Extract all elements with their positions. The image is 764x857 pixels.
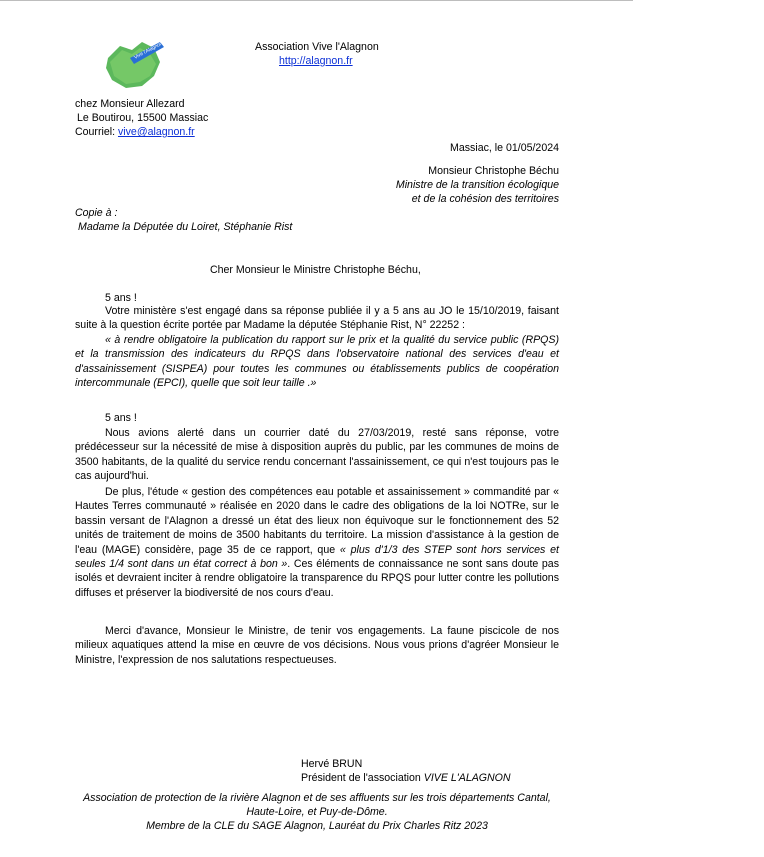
paragraph-1-heading: 5 ans ! (105, 292, 137, 304)
copy-recipient: Madame la Députée du Loiret, Stéphanie Rist (78, 221, 293, 233)
footer-line-3: Membre de la CLE du SAGE Alagnon, Lauréat du Prix Charles Ritz 2023 (146, 820, 488, 832)
sender-email-line (75, 125, 195, 139)
footer-line-2: Haute-Loire, et Puy-de-Dôme. (246, 806, 388, 818)
paragraph-3-text-a: De plus, l'étude « gestion des compétences eau potable et assainissement » commandité par « Hautes Terres communauté » réalisée en 2020 dans le cadre des obligations de la loi NOTRe, sur le bassin versant de l'Alagnon a dressé un état des lieux non équivoque sur le fonctionnement des 52 unités de traitement de moins de 3500 habitants du territoire. La mission d'assistance à la gestion de l'eau (MAGE) considère, page 35 de ce rapport, que (75, 486, 559, 556)
email-link[interactable]: vive@alagnon.fr (117, 126, 195, 138)
paragraph-3-text-b: . Ces éléments de connaissance ne sont sans doute pas isolés et devraient inciter à rendre obligatoire la transparence du RPQS pour lutter contre les pollutions diffuses et préserver la biodiversité de nos cours d'eau. (75, 558, 559, 599)
paragraph-2-text: Nous avions alerté dans un courrier daté du 27/03/2019, resté sans réponse, votre prédécesseur sur la nécessité de mise à disposition auprès du public, par les communes de moins de 3500 habitants, de la qualité du service rendu concernant l'assainissement, ce qui n'est toujours pas le cas aujourd'hui. (75, 427, 559, 483)
date-line: Massiac, le 01/05/2024 (450, 142, 559, 154)
paragraph-2-heading: 5 ans ! (105, 412, 137, 424)
organization-name: Association Vive l'Alagnon (255, 41, 379, 53)
copy-label: Copie à : (75, 207, 118, 219)
signature-role-org: VIVE L'ALAGNON (423, 772, 511, 784)
quote-block: « à rendre obligatoire la publication du rapport sur le prix et la qualité du service public (RPQS) et la transmission des indicateurs du RPQS dans l'observatoire national des services d'eau et d'assainissement (SISPEA) pour toutes les communes ou établissements publics de coopération intercommunale (EPCI), quelle que soit leur taille .» (75, 334, 559, 390)
paragraph-3-quote: « plus d'1/3 des STEP sont hors services et seules 1/4 sont dans un état correct à bon » (75, 543, 559, 571)
sender-line-2: Le Boutirou, 15500 Massiac (77, 112, 209, 124)
paragraph-3 (75, 485, 559, 600)
recipient-title-2: et de la cohésion des territoires (411, 193, 559, 205)
recipient-title-1: Ministre de la transition écologique (395, 179, 559, 191)
salutation: Cher Monsieur le Ministre Christophe Béchu, (210, 264, 421, 276)
website-link[interactable]: http://alagnon.fr (279, 55, 353, 67)
signature-role (301, 771, 511, 785)
signature-role-prefix: Président de l'association (301, 772, 424, 784)
footer-line-1: Association de protection de la rivière Alagnon et de ses affluents sur les trois départements Cantal, (83, 792, 551, 804)
top-rule (0, 0, 633, 1)
sender-line-1: chez Monsieur Allezard (75, 98, 185, 110)
paragraph-1: Votre ministère s'est engagé dans sa réponse publiée il y a 5 ans au JO le 15/10/2019, faisant suite à la question écrite portée par Madame la députée Stéphanie Rist, N° 22252 : (75, 305, 559, 332)
signature-name: Hervé BRUN (301, 758, 363, 770)
paragraph-4: Merci d'avance, Monsieur le Ministre, de tenir vos engagements. La faune piscicole de nos milieux aquatiques attend la mise en œuvre de vos décisions. Nous vous prions d'agréer Monsieur le Ministre, l'expression de nos salutations respectueuses. (75, 625, 559, 666)
logo-banner-text: Vive l'Alagnon (133, 40, 164, 61)
email-label: Courriel: (75, 126, 118, 138)
association-logo (102, 36, 168, 92)
paragraph-2 (75, 426, 559, 484)
recipient-name: Monsieur Christophe Béchu (428, 165, 559, 177)
